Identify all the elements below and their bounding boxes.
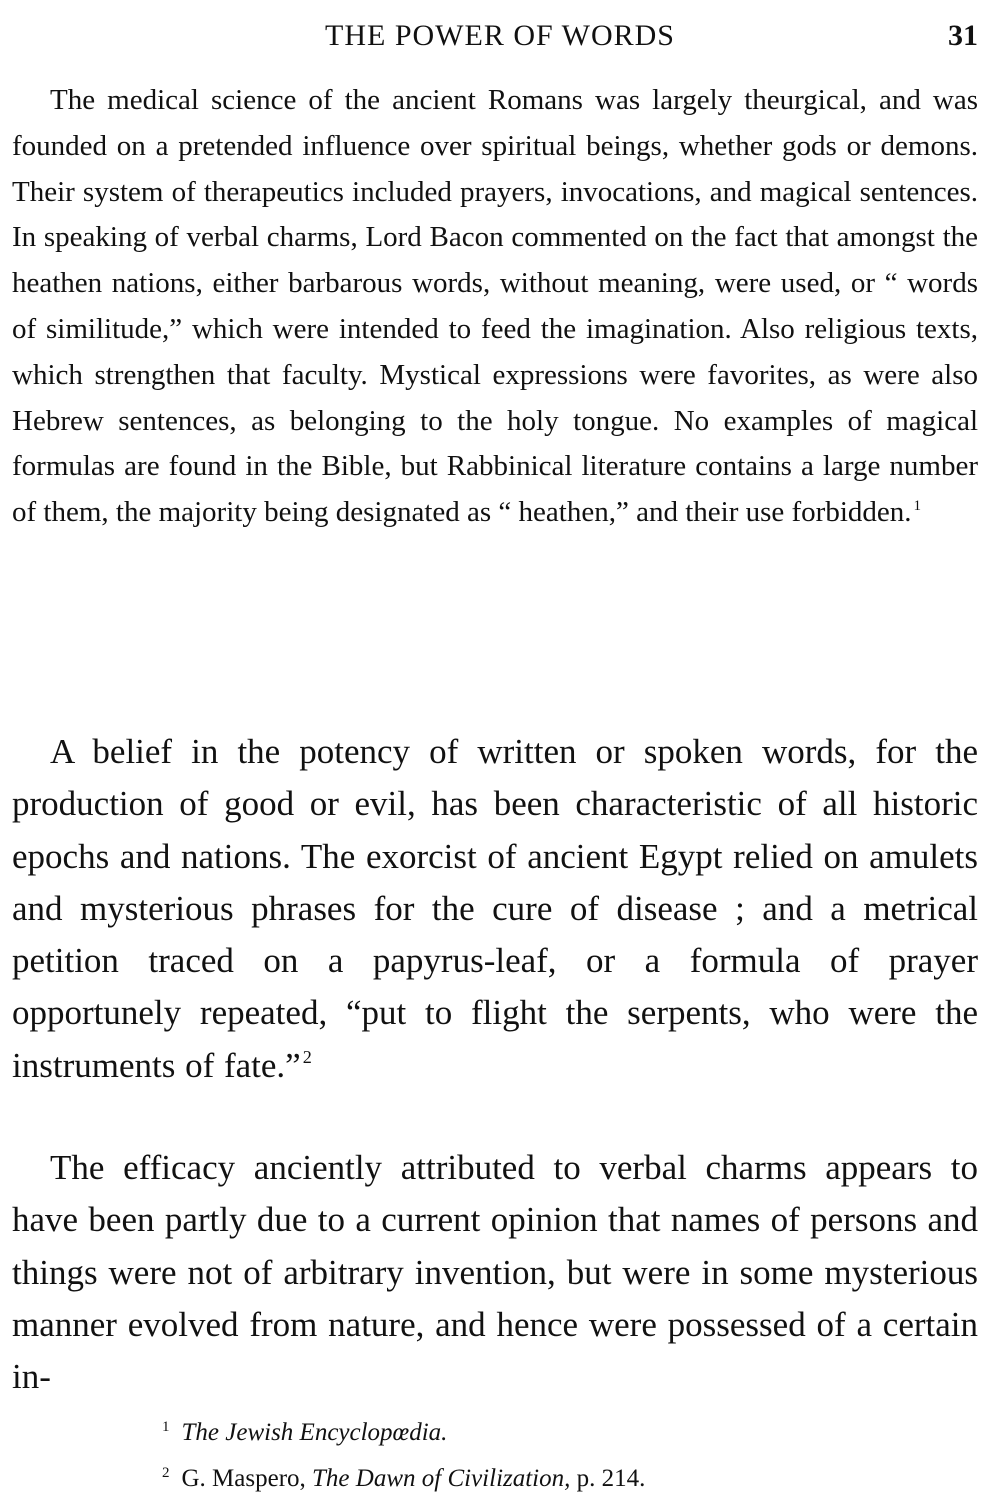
paragraph-efficacy-of-charms bbox=[12, 1142, 978, 1403]
running-title: THE POWER OF WORDS bbox=[325, 19, 675, 52]
footnote-page: p. 214. bbox=[576, 1465, 646, 1492]
page-number: 31 bbox=[948, 19, 978, 52]
book-page bbox=[12, 0, 978, 1490]
paragraph-roman-medicine bbox=[12, 78, 978, 536]
footnote-2 bbox=[162, 1453, 962, 1499]
footnote-mark: 2 bbox=[162, 1465, 170, 1481]
footnote-author: G. Maspero, bbox=[181, 1465, 306, 1492]
paragraph-text: A belief in the potency of written or spoken words, for the production of good or evil, has been characteristic of all historic epochs and nations. The exorcist of ancient Egypt relied on amulets and mysterious phrases for the cure of disease ; and a metrical petition traced on a papyrus-leaf, or a formula of prayer opportunely repeated, “put to flight the serpents, who were the instruments of fate.” bbox=[12, 732, 978, 1085]
paragraph-text: The efficacy anciently attributed to verbal charms appears to have been partly due to a current opinion that names of persons and things were not of arbitrary invention, but were in some mysterious manner evolved from nature, and hence were possessed of a certain in- bbox=[12, 1148, 978, 1397]
running-header bbox=[12, 16, 978, 56]
paragraph-text: The medical science of the ancient Romans was largely theurgical, and was founded on a pretended influence over spiritual beings, whether gods or demons. Their system of therapeutics included prayers, invocations, and magical sentences. In speaking of verbal charms, Lord Bacon commented on the fact that amongst the heathen nations, either barbarous words, without meaning, were used, or “ words of similitude,” which were intended to feed the imagination. Also religious texts, which strengthen that faculty. Mystical expressions were favorites, as were also Hebrew sentences, as belonging to the holy tongue. No examples of magical formulas are found in the Bible, but Rabbinical literature contains a large number of them, the majority being designated as “ heathen,” and their use forbidden. bbox=[12, 84, 978, 529]
footnote-title: The Dawn of Civilization, bbox=[312, 1465, 571, 1492]
footnote-reference-2: 2 bbox=[302, 1047, 312, 1068]
paragraph-potency-of-words bbox=[12, 726, 978, 1092]
footnote-reference-1: 1 bbox=[913, 497, 922, 514]
footnote-1 bbox=[162, 1407, 962, 1453]
footnote-title: The Jewish Encyclopœdia. bbox=[181, 1419, 448, 1446]
footnotes bbox=[162, 1407, 962, 1499]
footnote-mark: 1 bbox=[162, 1419, 170, 1435]
